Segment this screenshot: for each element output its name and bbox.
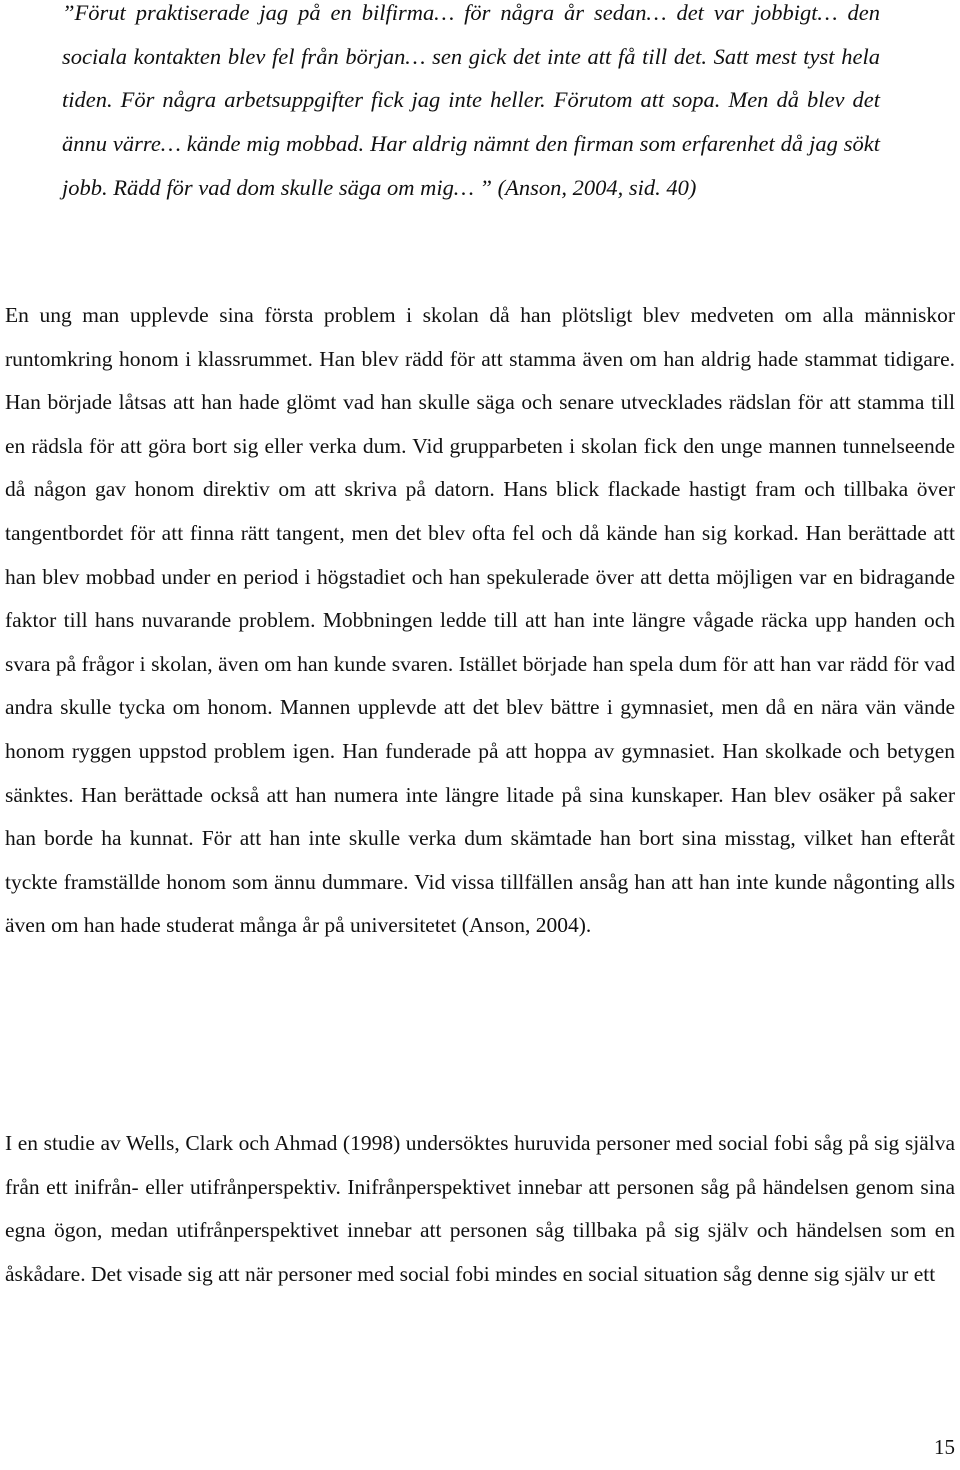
page-number: 15 <box>934 1435 955 1459</box>
block-quote: ”Förut praktiserade jag på en bilfirma… för några år sedan… det var jobbigt… den sociala kontakten blev fel från början… sen gick det inte att få till det. Satt mest tyst hela tiden. För några arbetsuppgifter fick jag inte heller. Förutom att sopa. Men då blev det ännu värre… kände mig mobbad. Har aldrig nämnt den firman som erfarenhet då jag sökt jobb. Rädd för vad dom skulle säga om mig… ” (Anson, 2004, sid. 40) <box>62 0 880 200</box>
body-paragraph-1: En ung man upplevde sina första problem i skolan då han plötsligt blev medveten om alla människor runtomkring honom i klassrummet. Han blev rädd för att stamma även om han aldrig hade stammat tidigare. Han började låtsas att han hade glömt vad han skulle säga och senare utvecklades rädslan för att stamma till en rädsla för att göra bort sig eller verka dum. Vid grupparbeten i skolan fick den unge mannen tunnelseende då någon gav honom direktiv om att skriva på datorn. Hans blick flackade hastigt fram och tillbaka över tangentbordet för att finna rätt tangent, men det blev ofta fel och då kände han sig korkad. Han berättade att han blev mobbad under en period i högstadiet och han spekulerade över att detta möjligen var en bidragande faktor till hans nuvarande problem. Mobbningen ledde till att han inte längre vågade räcka upp handen och svara på frågor i skolan, även om han kunde svaren. Istället började han spela dum för att han var rädd för vad andra skulle tycka om honom. Mannen upplevde att det blev bättre i gymnasiet, men då en nära vän vände honom ryggen uppstod problem igen. Han funderade på att hoppa av gymnasiet. Han skolkade och betygen sänktes. Han berättade också att han numera inte längre litade på sina kunskaper. Han blev osäker på saker han borde ha kunnat. För att han inte skulle verka dum skämtade han bort sina misstag, vilket han efteråt tyckte framställde honom som ännu dummare. Vid vissa tillfällen ansåg han att han inte kunde någonting alls även om han hade studerat många år på universitetet (Anson, 2004). <box>5 303 955 938</box>
body-paragraph-2: I en studie av Wells, Clark och Ahmad (1998) undersöktes huruvida personer med social fobi såg på sig själva från ett inifrån- eller utifrånperspektiv. Inifrånperspektivet innebar att personen såg på händelsen genom sina egna ögon, medan utifrånperspektivet innebar att personen såg tillbaka på sig själv och händelsen som en åskådare. Det visade sig att när personer med social fobi mindes en social situation såg denne sig själv ur ett <box>5 1131 955 1286</box>
